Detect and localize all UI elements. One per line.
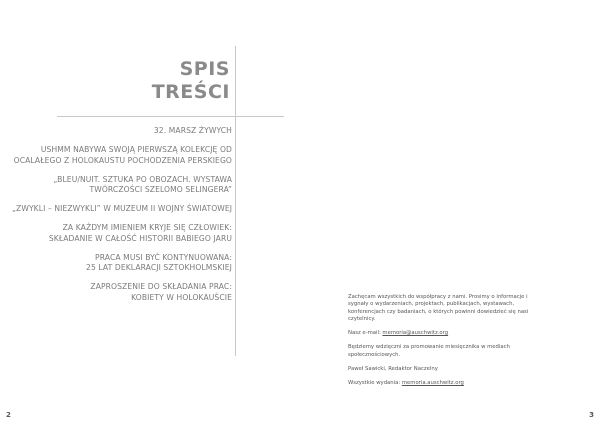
signature: Paweł Sawicki, Redaktor Naczelny: [348, 366, 438, 373]
toc-item-line: KOBIETY W HOLOKAUŚCIE: [131, 292, 232, 302]
editions-link[interactable]: memoria.auschwitz.org: [401, 380, 464, 387]
toc-heading: [152, 58, 230, 104]
toc-item-ushmm[interactable]: [12, 145, 232, 166]
right-page: [300, 0, 600, 424]
toc-item-line: PRACA MUSI BYĆ KONTYNUOWANA:: [95, 252, 232, 262]
toc-item-kobiety-w-holokauscie[interactable]: [12, 282, 232, 303]
toc-item-line: SKŁADANIE W CAŁOŚĆ HISTORII BABIEGO JARU: [48, 233, 232, 243]
toc-item-marsz-zywych[interactable]: [12, 126, 232, 137]
toc-item-zwykli-niezwykli[interactable]: [12, 204, 232, 215]
thanks-text: Będziemy wdzięczni za promowanie miesięcznika w mediach społecznościowych.: [348, 344, 510, 358]
toc-item-line: ZA KAŻDYM IMIENIEM KRYJE SIĘ CZŁOWIEK:: [62, 223, 232, 232]
toc-item-bleu-nuit[interactable]: [12, 175, 232, 196]
email-label: Nasz e-mail:: [348, 330, 383, 337]
toc-item-line: ZAPROSZENIE DO SKŁADANIA PRAC:: [90, 282, 232, 291]
editions-label: Wszystkie wydania:: [348, 380, 402, 387]
toc-item-line: USHMM NABYWA SWOJĄ PIERWSZĄ KOLEKCJĘ OD: [40, 145, 232, 154]
vertical-divider: [235, 46, 236, 356]
toc-item-line: „ZWYKLI – NIEZWYKLI” W MUZEUM II WOJNY ŚWIATOWEJ: [12, 204, 233, 213]
toc-heading-line-2: TREŚCI: [151, 81, 230, 103]
toc-item-line: OCALAŁEGO Z HOLOKAUSTU POCHODZENIA PERSKIEGO: [13, 155, 232, 165]
toc-item-line: „BLEU/NUIT. SZTUKA PO OBOZACH. WYSTAWA: [53, 174, 232, 184]
toc-list: [12, 126, 232, 312]
page-number-left: 2: [6, 411, 11, 419]
editions-line: [348, 380, 540, 387]
toc-item-line: 25 LAT DEKLARACJI SZTOKHOLMSKIEJ: [86, 263, 232, 272]
email-link[interactable]: memoria@auschwitz.org: [382, 330, 449, 337]
page-number-right: 3: [589, 411, 594, 419]
horizontal-divider: [57, 116, 284, 117]
intro-text: Zachęcam wszystkich do współpracy z nami. Prosimy o informacje i sygnały o wydarzeniach, projektach, publikacjach, wystawach, konferencjach czy badaniach, o których powinni dowiedzieć się nasi czytelnicy.: [348, 294, 529, 322]
toc-item-line: 32. MARSZ ŻYWYCH: [153, 126, 232, 135]
toc-item-line: TWÓRCZOŚCI SZELOMO SELINGERA”: [89, 185, 232, 194]
editorial-info: [348, 294, 540, 395]
toc-heading-line-1: SPIS: [179, 58, 230, 80]
email-line: [348, 330, 540, 337]
toc-item-babi-jar[interactable]: [12, 223, 232, 244]
toc-item-deklaracja-sztokholmska[interactable]: [12, 253, 232, 274]
